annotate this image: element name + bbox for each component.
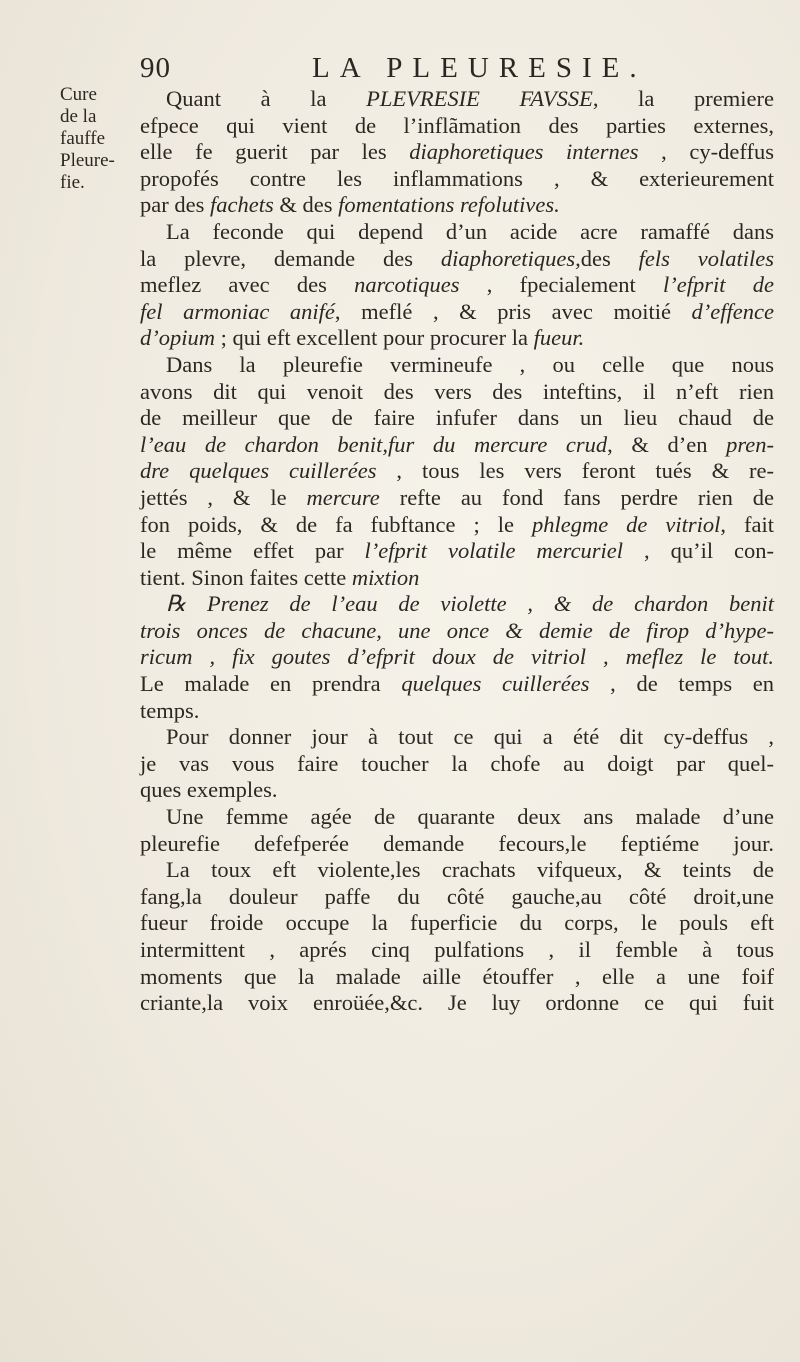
- italic-text: diaphoretiques,: [440, 245, 581, 271]
- text-run: tient. Sinon faites cette: [140, 564, 352, 590]
- text-line: [140, 139, 774, 166]
- italic-text: pren-: [726, 431, 774, 457]
- text-run: , meflé , & pris avec moitié: [334, 298, 692, 324]
- italic-text: l’efprit de: [663, 272, 774, 298]
- text-run: fang,la douleur paffe du côté gauche,au côté droit,une: [140, 883, 774, 909]
- italic-text: fels volatiles: [638, 245, 774, 271]
- text-line: [140, 831, 774, 858]
- text-run: ; qui eft excellent pour procurer la: [215, 325, 534, 351]
- text-line: [140, 591, 774, 618]
- running-title: LA PLEURESIE.: [312, 52, 647, 84]
- text-run: criante,la voix enroüée,&c. Je luy ordonne ce qui fuit: [140, 990, 774, 1016]
- text-run: Une femme agée de quarante deux ans malade d’une: [166, 804, 774, 830]
- italic-text: PLEVRESIE FAVSSE: [366, 86, 593, 111]
- text-line: [140, 246, 774, 273]
- text-line: [140, 618, 774, 645]
- text-run: , fpecialement: [459, 272, 664, 298]
- text-run: , tous les vers feront tués & re-: [376, 458, 774, 484]
- margin-note-line: Cure: [60, 84, 97, 105]
- text-run: ℞ Prenez de l’eau de violette , & de chardon benit: [166, 591, 774, 617]
- text-line: [140, 804, 774, 831]
- text-run: , fait: [720, 511, 774, 537]
- text-line: [140, 884, 774, 911]
- margin-note-line: Pleure-: [60, 150, 115, 171]
- text-line: [140, 698, 774, 725]
- text-run: je vas vous faire toucher la chofe au doigt par quel-: [140, 750, 774, 776]
- margin-note: [60, 84, 136, 194]
- text-run: Pour donner jour à tout ce qui a été dit cy-deffus ,: [166, 724, 774, 750]
- italic-text: d’effence: [691, 298, 774, 324]
- text-line: [140, 325, 774, 352]
- text-line: [140, 644, 774, 671]
- italic-text: fel armoniac anifé: [140, 298, 335, 324]
- text-run: jettés , & le: [140, 484, 307, 510]
- italic-text: mixtion: [351, 564, 420, 590]
- italic-text: l’eau de chardon benit,fur du mercure crud: [140, 431, 608, 457]
- text-line: [140, 964, 774, 991]
- text-run: pleurefie defefperée demande fecours,le feptiéme jour.: [140, 830, 774, 856]
- italic-text: phlegme de vitriol: [531, 511, 721, 537]
- italic-text: quelques cuillerées: [401, 671, 590, 697]
- margin-note-line: fie.: [60, 172, 85, 193]
- italic-text: narcotiques: [354, 272, 460, 298]
- margin-note-line: de la: [60, 106, 97, 127]
- body-text: [140, 86, 774, 1017]
- text-run: La feconde qui depend d’un acide acre ramaffé dans: [166, 218, 774, 244]
- text-run: elle fe guerit par les: [140, 139, 410, 165]
- text-line: [140, 166, 774, 193]
- text-run: de meilleur que de faire infufer dans un lieu chaud de: [140, 405, 774, 431]
- text-line: [140, 299, 774, 326]
- text-line: [140, 432, 774, 459]
- text-line: [140, 113, 774, 140]
- text-run: moments que la malade aille étouffer , elle a une foif: [140, 963, 774, 989]
- text-run: , qu’il con-: [623, 538, 775, 564]
- text-run: refte au fond fans perdre rien de: [379, 484, 774, 510]
- text-run: intermittent , aprés cinq pulfations , il femble à tous: [140, 937, 774, 962]
- italic-text: mercure: [306, 484, 380, 510]
- text-run: , & d’en: [607, 431, 727, 457]
- text-line: [140, 777, 774, 804]
- text-run: ricum , fix goutes d’efprit doux de vitriol , meflez le tout.: [140, 644, 774, 670]
- text-run: fueur froide occupe la fuperficie du corps, le pouls eft: [140, 910, 774, 936]
- text-line: [140, 910, 774, 937]
- text-line: [140, 751, 774, 778]
- text-run: avons dit qui venoit des vers des inteftins, il n’eft rien: [140, 378, 774, 404]
- text-run: , la premiere: [592, 86, 774, 111]
- text-line: [140, 565, 774, 592]
- text-run: Le malade en prendra: [140, 671, 402, 697]
- italic-text: l’efprit volatile mercuriel: [364, 538, 624, 564]
- text-run: la plevre, demande des: [140, 245, 441, 271]
- margin-note-line: fauffe: [60, 128, 106, 149]
- text-run: fon poids, & de fa fubftance ; le: [140, 511, 532, 537]
- text-run: efpece qui vient de l’inflãmation des parties externes,: [140, 112, 774, 138]
- text-line: [140, 724, 774, 751]
- italic-text: diaphoretiques internes: [409, 139, 639, 165]
- text-line: [140, 86, 774, 113]
- page-number: 90: [140, 52, 171, 84]
- text-line: [140, 405, 774, 432]
- text-run: propofés contre les inflammations , & exterieurement: [140, 165, 774, 191]
- text-line: [140, 272, 774, 299]
- text-line: [140, 538, 774, 565]
- text-run: par des: [140, 192, 210, 218]
- italic-text: fueur.: [533, 325, 585, 351]
- text-run: trois onces de chacune, une once & demie de firop d’hype-: [140, 617, 774, 643]
- text-line: [140, 458, 774, 485]
- text-line: [140, 512, 774, 539]
- text-line: [140, 379, 774, 406]
- text-line: [140, 990, 774, 1017]
- italic-text: fomentations refolutives.: [338, 192, 560, 218]
- text-run: meflez avec des: [140, 272, 355, 298]
- text-run: temps.: [140, 697, 200, 723]
- text-run: le même effet par: [140, 538, 365, 564]
- text-line: [140, 857, 774, 884]
- text-run: ques exemples.: [140, 777, 278, 803]
- text-line: [140, 671, 774, 698]
- italic-text: dre quelques cuillerées: [140, 458, 377, 484]
- italic-text: fachets: [209, 192, 274, 218]
- text-run: La toux eft violente,les crachats vifqueux, & teints de: [166, 857, 774, 883]
- text-line: [140, 192, 774, 219]
- text-line: [140, 219, 774, 246]
- text-line: [140, 352, 774, 379]
- text-run: , de temps en: [589, 671, 775, 697]
- text-run: Quant à la: [166, 86, 367, 111]
- italic-text: d’opium: [140, 325, 215, 351]
- text-line: [140, 485, 774, 512]
- text-line: [140, 937, 774, 964]
- text-run: des: [580, 245, 639, 271]
- text-run: , cy-deffus: [638, 139, 774, 165]
- text-run: & des: [273, 192, 339, 218]
- text-run: Dans la pleurefie vermineufe , ou celle que nous: [166, 351, 774, 377]
